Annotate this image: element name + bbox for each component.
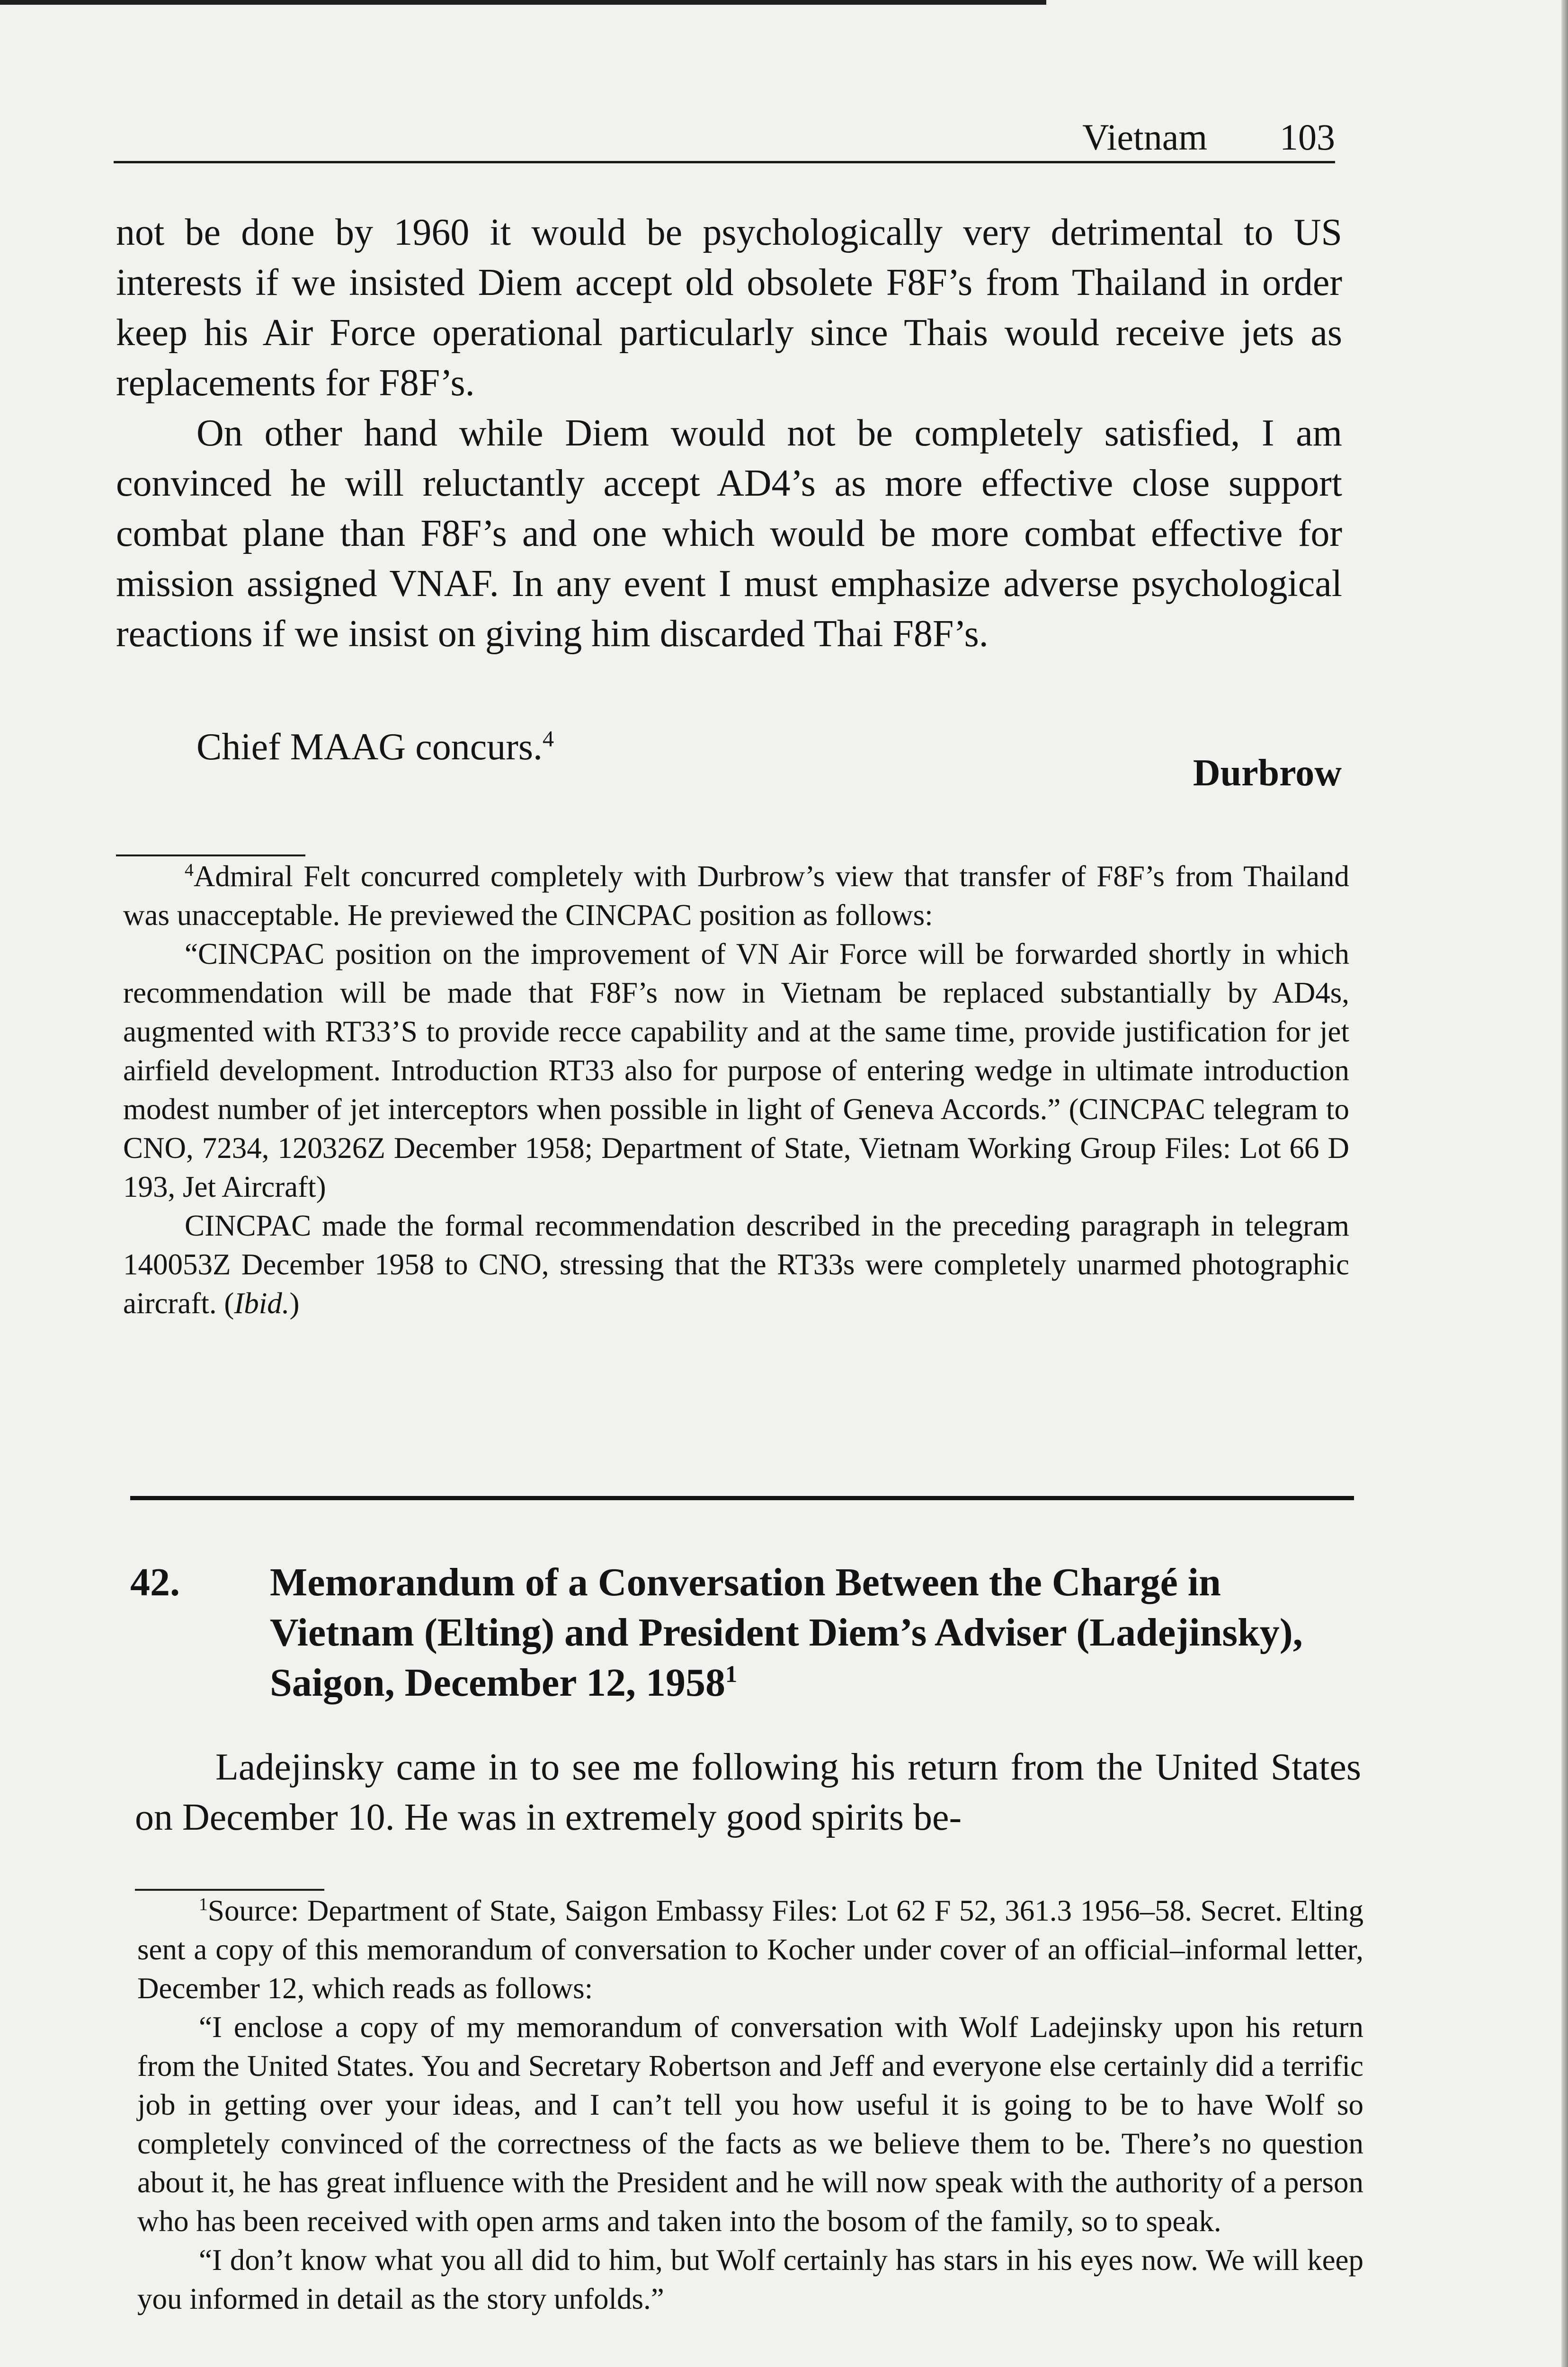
footnote-paragraph: “I don’t know what you all did to him, but Wolf certainly has stars in his eyes now. We will keep you informed in detail as the story unfolds.” xyxy=(137,2243,1363,2315)
footnote-4 xyxy=(123,857,1349,1323)
page-header xyxy=(114,111,1335,163)
memorandum-body xyxy=(135,1742,1361,1842)
telegram-body xyxy=(116,207,1342,659)
document-number: 42. xyxy=(130,1560,180,1604)
footnote-paragraph: “I enclose a copy of my memorandum of conversation with Wolf Ladejinsky upon his return from the United States. You and Secretary Robertson and Jeff and everyone else certainly did a terrific job in getting over your ideas, and I can’t tell you how useful it is going to be to have Wolf so completely convinced of the correctness of the facts as we believe them to be. There’s no question about it, he has great influence with the President and he will now speak with the authority of a person who has been received with open arms and taken into the bosom of the family, so to speak. xyxy=(137,2011,1363,2238)
footnote-paragraph: $^1$Source: Department of State, Saigon Embassy Files: Lot 62 F 52, 361.3 1956–58. Secret. Elting sent a copy of this memorandum of conversation to Kocher under cover of an official–informal letter, December 12, which reads as follows: xyxy=(137,1894,1363,2005)
body-paragraph: not be done by 1960 it would be psychologically very detrimental to US interests if we insisted Diem accept old obsolete F8F’s from Thailand in order keep his Air Force operational particularly since Thais would receive jets as replacements for F8F’s. xyxy=(116,212,1342,404)
document-title: Memorandum of a Conversation Between the Chargé in Vietnam (Elting) and President Diem’s Adviser (Ladejinsky), Saigon, December 12, 1958$^1$ xyxy=(270,1560,1303,1705)
body-paragraph: On other hand while Diem would not be completely satisfied, I am convinced he will reluctantly accept AD4’s as more effective close support combat plane than F8F’s and one which would be more combat effective for mission assigned VNAF. In any event I must emphasize adverse psychological reactions if we insist on giving him discarded Thai F8F’s. xyxy=(116,412,1342,655)
page-edge-shadow xyxy=(1561,0,1568,2367)
closing-line xyxy=(116,722,1342,772)
section-rule xyxy=(130,1496,1354,1500)
page-number: 103 xyxy=(1280,116,1335,158)
running-title: Vietnam xyxy=(1082,116,1207,158)
footnote-paragraph: CINCPAC made the formal recommendation described in the preceding paragraph in telegram 140053Z December 1958 to CNO, stressing that the RT33s were completely unarmed photographic aircraft. (Ibid.) xyxy=(123,1209,1349,1320)
closing-text: Chief MAAG concurs. xyxy=(196,726,543,768)
top-scan-rule xyxy=(0,0,1046,5)
footnote-mark: 1 xyxy=(199,1895,208,1914)
footnote-mark: 4 xyxy=(185,860,194,880)
footnote-1 xyxy=(137,1891,1363,2318)
ibid-citation: Ibid. xyxy=(234,1287,290,1320)
header-rule xyxy=(114,161,1335,163)
footnote-rule xyxy=(135,1889,324,1891)
footnote-paragraph: $^4$Admiral Felt concurred completely with Durbrow’s view that transfer of F8F’s from Thailand was unacceptable. He previewed the CINCPAC position as follows: xyxy=(123,860,1349,932)
footnote-ref-1[interactable]: 1 xyxy=(725,1661,738,1687)
footnote-paragraph: “CINCPAC position on the improvement of VN Air Force will be forwarded shortly in which recommendation will be made that F8F’s now in Vietnam be replaced substantially by AD4s, augmented with RT33’S to provide recce capability and at the same time, provide justification for jet airfield development. Introduction RT33 also for purpose of entering wedge in ultimate introduction modest number of jet interceptors when possible in light of Geneva Accords.” (CINCPAC telegram to CNO, 7234, 120326Z December 1958; Department of State, Vietnam Working Group Files: Lot 66 D 193, Jet Aircraft) xyxy=(123,937,1349,1203)
footnote-rule xyxy=(116,854,305,856)
signature: Durbrow xyxy=(1193,752,1342,794)
footnote-ref-4[interactable]: 4 xyxy=(542,726,554,752)
body-paragraph: Ladejinsky came in to see me following his return from the United States on December 10. He was in extremely good spirits be- xyxy=(135,1746,1361,1838)
